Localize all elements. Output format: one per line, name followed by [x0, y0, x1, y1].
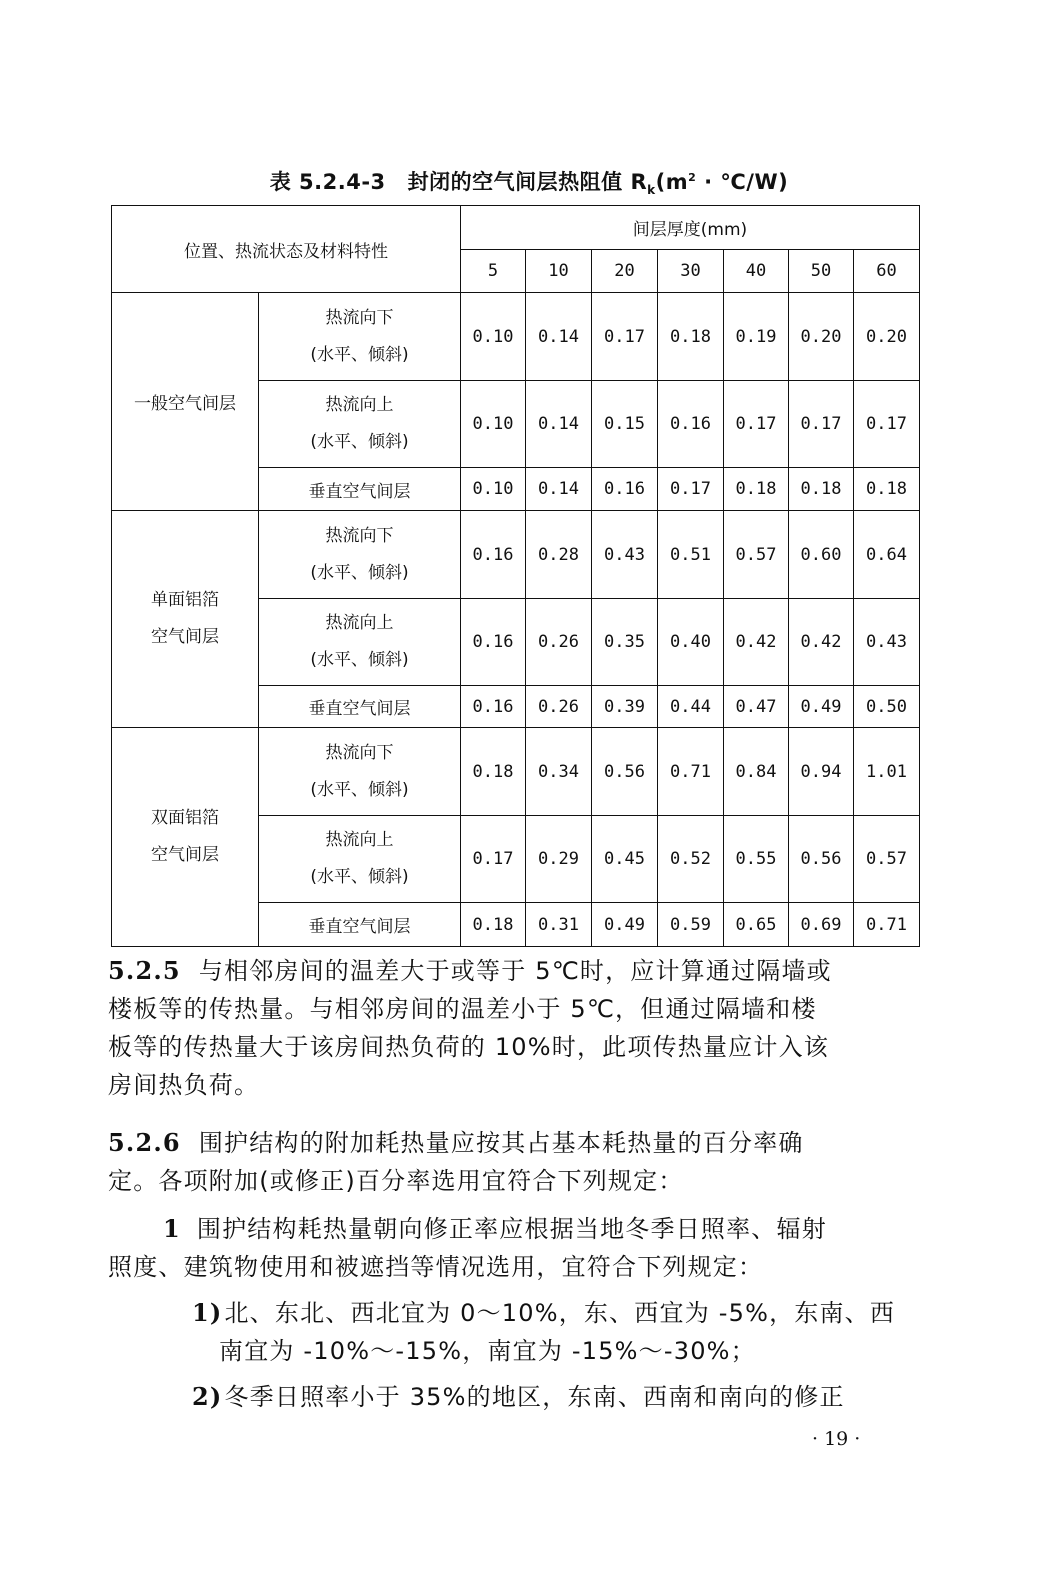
condition-line2: (水平、倾斜): [310, 650, 409, 670]
value-cell: 0.20: [854, 293, 920, 381]
sub-item-number: 1): [192, 1298, 223, 1327]
thermal-resistance-table: [111, 205, 920, 947]
table-title-subscript: k: [647, 183, 656, 198]
value-cell: 0.51: [658, 511, 724, 599]
value-cell: 0.94: [789, 728, 854, 816]
value-cell: 0.17: [658, 468, 724, 511]
value-cell: 0.49: [592, 903, 658, 947]
value-cell: 0.43: [854, 599, 920, 686]
value-cell: 0.17: [592, 293, 658, 381]
sub-item-text-line: 冬季日照率小于 35%的地区，东南、西南和南向的修正: [224, 1383, 845, 1411]
value-cell: 0.18: [854, 468, 920, 511]
group-name-line2: 空气间层: [151, 627, 219, 647]
group-name-line1: 单面铝箔: [151, 590, 219, 610]
condition-cell: [259, 511, 461, 599]
value-cell: 0.56: [592, 728, 658, 816]
clause-text-line: 房间热负荷。: [108, 1071, 260, 1099]
value-cell: 0.42: [724, 599, 789, 686]
value-cell: 0.71: [658, 728, 724, 816]
condition-line1: 热流向上: [325, 613, 394, 633]
value-cell: 0.17: [724, 381, 789, 468]
group-name: [112, 728, 259, 947]
condition-line2: (水平、倾斜): [310, 432, 409, 452]
condition-cell: [259, 381, 461, 468]
thickness-cell: 10: [526, 250, 592, 293]
page-number: · 19 ·: [812, 1428, 861, 1450]
value-cell: 0.26: [526, 686, 592, 728]
value-cell: 0.64: [854, 511, 920, 599]
table-row: [112, 511, 920, 599]
clause-text-line: 定。各项附加(或修正)百分率选用宜符合下列规定：: [108, 1167, 684, 1195]
row-header-label: 位置、热流状态及材料特性: [112, 206, 461, 293]
value-cell: 0.84: [724, 728, 789, 816]
condition-cell: [259, 728, 461, 816]
table-unit-sup: 2: [688, 171, 697, 184]
value-cell: 0.18: [461, 728, 526, 816]
value-cell: 0.16: [592, 468, 658, 511]
group-name-line1: 双面铝箔: [151, 808, 219, 828]
condition-line2: (水平、倾斜): [310, 779, 409, 800]
value-cell: 0.28: [526, 511, 592, 599]
value-cell: 0.31: [526, 903, 592, 947]
value-cell: 0.43: [592, 511, 658, 599]
table-caption: [0, 166, 1058, 197]
condition-line2: (水平、倾斜): [310, 867, 409, 887]
value-cell: 0.52: [658, 816, 724, 903]
value-cell: 0.57: [854, 816, 920, 903]
table-unit-close: · ℃/W): [696, 170, 789, 194]
value-cell: 0.17: [789, 381, 854, 468]
clause-5-2-5: [108, 952, 918, 1104]
value-cell: 0.44: [658, 686, 724, 728]
value-cell: 0.17: [854, 381, 920, 468]
value-cell: 0.14: [526, 468, 592, 511]
value-cell: 0.16: [461, 599, 526, 686]
value-cell: 0.18: [724, 468, 789, 511]
value-cell: 0.59: [658, 903, 724, 947]
value-cell: 0.18: [461, 903, 526, 947]
value-cell: 0.16: [658, 381, 724, 468]
condition-line1: 热流向上: [325, 395, 394, 415]
sub-item-2: [108, 1378, 918, 1416]
value-cell: 0.56: [789, 816, 854, 903]
condition-cell: [259, 599, 461, 686]
group-name-line2: 空气间层: [151, 845, 219, 865]
value-cell: 0.10: [461, 293, 526, 381]
clause-text-line: 与相邻房间的温差大于或等于 5℃时，应计算通过隔墙或: [198, 957, 832, 985]
value-cell: 0.16: [461, 686, 526, 728]
value-cell: 0.20: [789, 293, 854, 381]
item-text-line: 照度、建筑物使用和被遮挡等情况选用，宜符合下列规定：: [108, 1253, 764, 1281]
value-cell: 0.50: [854, 686, 920, 728]
value-cell: 0.26: [526, 599, 592, 686]
thickness-cell: 60: [854, 250, 920, 293]
group-name: [112, 511, 259, 728]
table-number: 表 5.2.4-3: [269, 170, 386, 194]
condition-line1: 热流向下: [325, 525, 394, 546]
clause-text-line: 围护结构的附加耗热量应按其占基本耗热量的百分率确: [198, 1129, 804, 1157]
clause-5-2-6: [108, 1124, 918, 1200]
value-cell: 0.65: [724, 903, 789, 947]
condition-line1: 热流向下: [325, 307, 394, 328]
value-cell: 0.60: [789, 511, 854, 599]
thickness-cell: 50: [789, 250, 854, 293]
item-1: [108, 1210, 918, 1286]
value-cell: 0.18: [789, 468, 854, 511]
value-cell: 0.47: [724, 686, 789, 728]
value-cell: 0.69: [789, 903, 854, 947]
clause-text-line: 板等的传热量大于该房间热负荷的 10%时，此项传热量应计入该: [108, 1033, 829, 1061]
value-cell: 0.40: [658, 599, 724, 686]
condition-cell: 垂直空气间层: [259, 903, 461, 947]
value-cell: 0.16: [461, 511, 526, 599]
sub-item-1: [108, 1294, 918, 1370]
value-cell: 0.71: [854, 903, 920, 947]
value-cell: 0.15: [592, 381, 658, 468]
value-cell: 0.57: [724, 511, 789, 599]
value-cell: 0.29: [526, 816, 592, 903]
clause-number: 5.2.5: [108, 956, 181, 985]
table-row: [112, 728, 920, 816]
thickness-cell: 5: [461, 250, 526, 293]
condition-line2: (水平、倾斜): [310, 562, 409, 583]
value-cell: 0.14: [526, 293, 592, 381]
value-cell: 0.49: [789, 686, 854, 728]
condition-line1: 热流向上: [325, 830, 394, 850]
value-cell: 0.39: [592, 686, 658, 728]
item-number: 1: [163, 1214, 181, 1243]
table-unit-open: (m: [655, 170, 689, 194]
sub-item-number: 2): [192, 1382, 223, 1411]
condition-line1: 热流向下: [325, 742, 394, 763]
thickness-cell: 40: [724, 250, 789, 293]
value-cell: 0.45: [592, 816, 658, 903]
item-text-line: 围护结构耗热量朝向修正率应根据当地冬季日照率、辐射: [196, 1215, 827, 1243]
condition-cell: 垂直空气间层: [259, 468, 461, 511]
group-name: 一般空气间层: [112, 293, 259, 511]
value-cell: 0.18: [658, 293, 724, 381]
condition-line2: (水平、倾斜): [310, 344, 409, 365]
value-cell: 0.42: [789, 599, 854, 686]
value-cell: 0.10: [461, 381, 526, 468]
clause-text-line: 楼板等的传热量。与相邻房间的温差小于 5℃，但通过隔墙和楼: [108, 995, 817, 1023]
condition-cell: 垂直空气间层: [259, 686, 461, 728]
value-cell: 0.10: [461, 468, 526, 511]
value-cell: 0.55: [724, 816, 789, 903]
value-cell: 0.17: [461, 816, 526, 903]
condition-cell: [259, 293, 461, 381]
value-cell: 0.35: [592, 599, 658, 686]
clause-number: 5.2.6: [108, 1128, 181, 1157]
table-title: 封闭的空气间层热阻值 R: [407, 170, 648, 194]
sub-item-text-line: 北、东北、西北宜为 0～10%，东、西宜为 -5%，东南、西: [224, 1299, 896, 1327]
value-cell: 0.19: [724, 293, 789, 381]
condition-cell: [259, 816, 461, 903]
sub-item-text-line: 南宜为 -10%～-15%，南宜为 -15%～-30%；: [219, 1337, 756, 1365]
thickness-cell: 20: [592, 250, 658, 293]
table-row: [112, 293, 920, 381]
thickness-cell: 30: [658, 250, 724, 293]
thickness-header: 间层厚度(mm): [461, 206, 920, 250]
value-cell: 0.34: [526, 728, 592, 816]
value-cell: 1.01: [854, 728, 920, 816]
value-cell: 0.14: [526, 381, 592, 468]
